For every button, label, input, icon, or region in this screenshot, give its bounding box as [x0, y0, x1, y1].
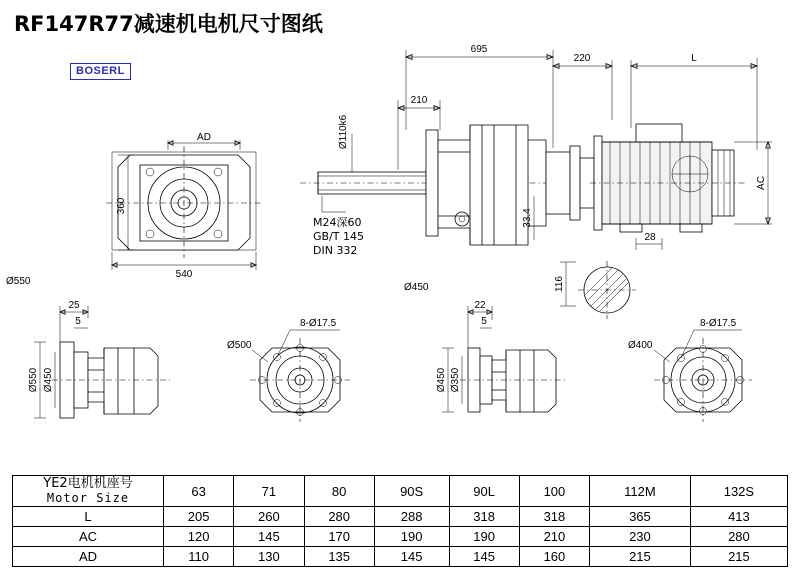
header-cn: YE2电机机座号 [43, 476, 133, 491]
dim-360: 360 [116, 197, 127, 215]
dim-5b: 5 [481, 316, 487, 327]
table-header-motor-size [13, 476, 164, 507]
dim-l: L [691, 53, 697, 64]
value-cell: 280 [304, 507, 374, 527]
value-cell: 205 [164, 507, 234, 527]
size-cell: 112M [590, 476, 691, 507]
value-cell: 145 [449, 547, 519, 567]
row-label: L [13, 507, 164, 527]
dim-695: 695 [470, 44, 488, 55]
table-header-row [13, 476, 788, 507]
dim-540: 540 [175, 269, 193, 280]
value-cell: 160 [519, 547, 589, 567]
value-cell: 135 [304, 547, 374, 567]
size-cell: 63 [164, 476, 234, 507]
bottom-right-front-view [628, 318, 752, 422]
label-holes-right: 8-Ø17.5 [700, 318, 737, 329]
size-cell: 90S [374, 476, 449, 507]
value-cell: 413 [690, 507, 787, 527]
label-dia-550: Ø550 [6, 276, 31, 287]
value-cell: 170 [304, 527, 374, 547]
dim-dia-550-left: Ø550 [28, 367, 39, 393]
value-cell: 318 [449, 507, 519, 527]
table-row [13, 527, 788, 547]
value-cell: 365 [590, 507, 691, 527]
value-cell: 215 [690, 547, 787, 567]
value-cell: 110 [164, 547, 234, 567]
value-cell: 145 [374, 547, 449, 567]
dim-ad: AD [197, 132, 211, 143]
label-dia-500: Ø500 [227, 340, 252, 351]
dim-220: 220 [573, 53, 591, 64]
value-cell: 318 [519, 507, 589, 527]
value-cell: 280 [690, 527, 787, 547]
bottom-left-front-view [227, 318, 350, 422]
value-cell: 288 [374, 507, 449, 527]
top-left-view [106, 132, 262, 280]
table-row [13, 507, 788, 527]
dim-33-4: 33.4 [522, 208, 533, 228]
value-cell: 190 [374, 527, 449, 547]
header-en: Motor Size [46, 491, 130, 505]
value-cell: 120 [164, 527, 234, 547]
dim-25: 25 [68, 300, 80, 311]
value-cell: 145 [234, 527, 304, 547]
dimension-table [12, 475, 788, 567]
value-cell: 260 [234, 507, 304, 527]
dim-116: 116 [554, 276, 565, 292]
row-label: AC [13, 527, 164, 547]
size-cell: 90L [449, 476, 519, 507]
label-holes-left: 8-Ø17.5 [300, 318, 337, 329]
value-cell: 190 [449, 527, 519, 547]
label-dia-450: Ø450 [404, 282, 429, 293]
size-cell: 71 [234, 476, 304, 507]
value-cell: 230 [590, 527, 691, 547]
top-assembly-view [300, 44, 772, 319]
size-cell: 80 [304, 476, 374, 507]
dim-210: 210 [410, 95, 428, 106]
label-dia-400: Ø400 [628, 340, 653, 351]
dim-28: 28 [644, 232, 656, 243]
dim-dia-350-right: Ø350 [450, 367, 461, 393]
page-title: RF147R77减速机电机尺寸图纸 [14, 12, 323, 36]
dim-dia-450-right: Ø450 [436, 367, 447, 393]
dim-shaft-dia: Ø110k6 [338, 114, 349, 150]
value-cell: 130 [234, 547, 304, 567]
dim-dia-450-left: Ø450 [43, 367, 54, 393]
bottom-right-section-view [436, 300, 568, 412]
brand-logo: BOSERL [70, 63, 131, 80]
callout-gbt145: GB/T 145 [313, 230, 364, 243]
row-label: AD [13, 547, 164, 567]
dim-5a: 5 [75, 316, 81, 327]
callout-din332: DIN 332 [313, 244, 358, 257]
dim-22: 22 [474, 300, 486, 311]
value-cell: 210 [519, 527, 589, 547]
table-row [13, 547, 788, 567]
dim-ac: AC [756, 176, 767, 190]
callout-m24: M24深60 [313, 216, 362, 229]
size-cell: 100 [519, 476, 589, 507]
bottom-left-section-view [28, 300, 170, 418]
size-cell: 132S [690, 476, 787, 507]
value-cell: 215 [590, 547, 691, 567]
